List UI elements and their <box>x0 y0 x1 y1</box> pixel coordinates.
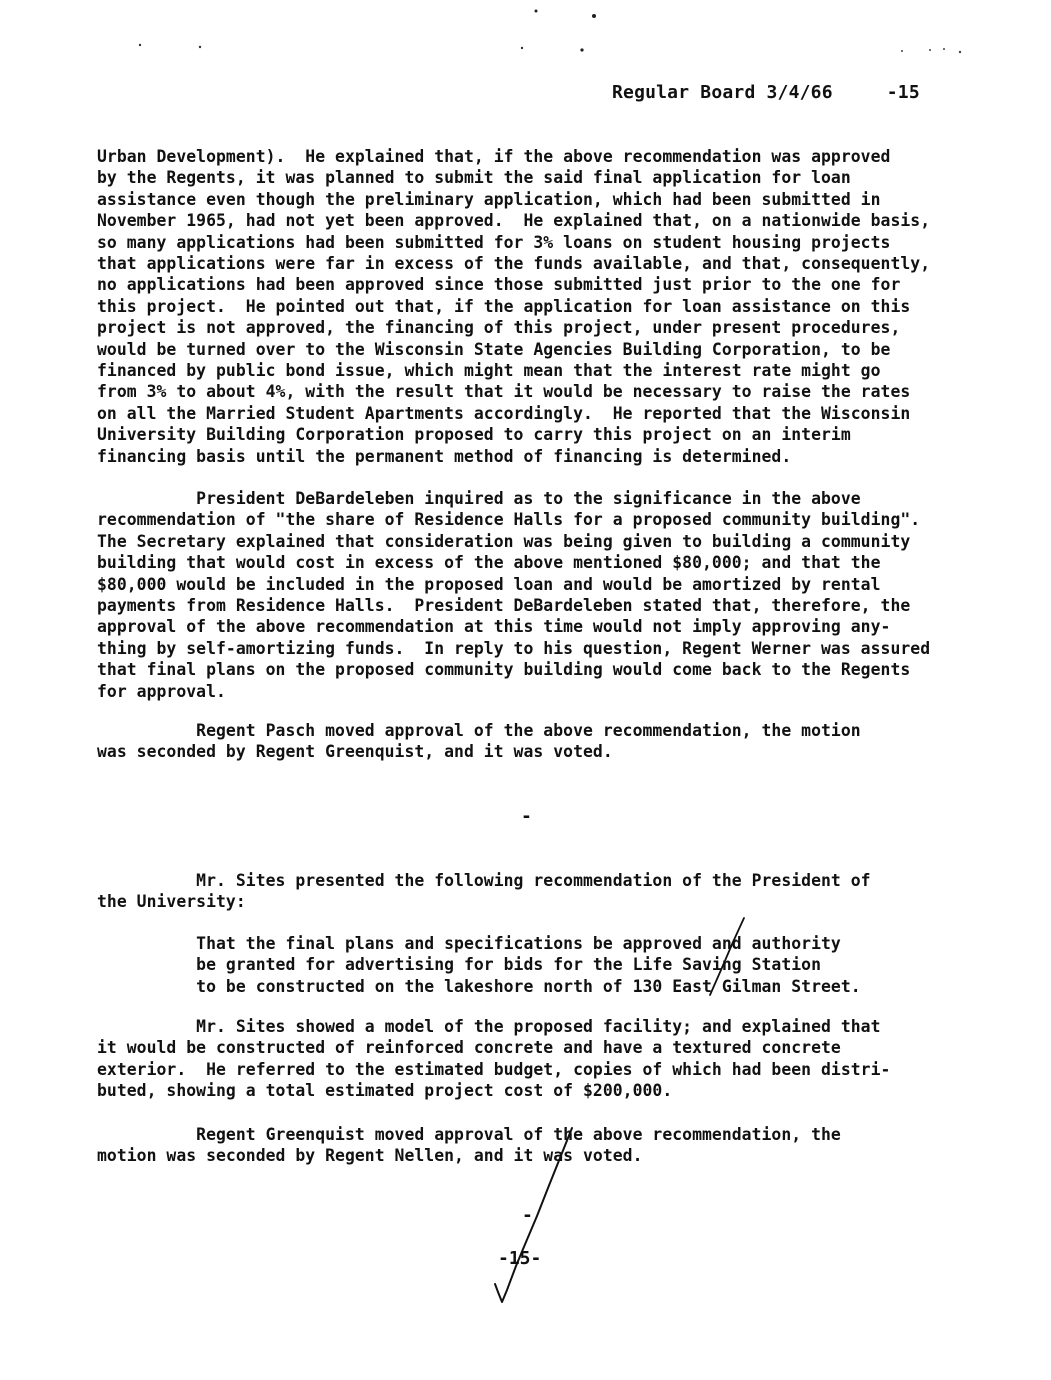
paragraph-model-description: Mr. Sites showed a model of the proposed facility; and explained that it would be constructed of reinforced concrete and have a textured concrete exterior. He referred to the estimated budget, copies of which had been distri- buted, showing a total estimated project cost of $200,000. <box>97 1017 891 1101</box>
section-separator-2: - <box>522 1205 533 1226</box>
paragraph-urban-development: Urban Development). He explained that, if the above recommendation was approved by the Regents, it was planned to submit the said final application for loan assistance even though the preliminary application, which had been submitted in November 1965, had not yet been approved. He explained that, on a nationwide basis, so many applications had been submitted for 3% loans on student housing projects that applications were far in excess of the funds available, and that, consequently, no applications had been approved since those submitted just prior to the one for this project. He pointed out that, if the application for loan assistance on this project is not approved, the financing of this project, under present procedures, would be turned over to the Wisconsin State Agencies Building Corporation, to be financed by public bond issue, which might mean that the interest rate might go from 3% to about 4%, with the result that it would be necessary to raise the rates on all the Married Student Apartments accordingly. He reported that the Wisconsin University Building Corporation proposed to carry this project on an interim financing basis until the permanent method of financing is determined. <box>97 147 931 466</box>
paragraph-sites-presentation: Mr. Sites presented the following recommendation of the President of the University: <box>97 871 871 912</box>
header-page-number: -15 <box>886 82 920 103</box>
section-separator: - <box>521 806 532 827</box>
recommendation-text: That the final plans and specifications be approved and authority be granted for advertising for bids for the Life Saving Station to be constructed on the lakeshore north of 130 East Gilman Street. <box>196 934 861 996</box>
meeting-title: Regular Board 3/4/66 <box>612 82 833 103</box>
paragraph-greenquist-motion: Regent Greenquist moved approval of the above recommendation, the motion was seconded by Regent Nellen, and it was voted. <box>97 1125 841 1166</box>
footer-page-number: -15- <box>498 1248 542 1269</box>
paragraph-debardeleben-inquiry: President DeBardeleben inquired as to the significance in the above recommendation of "the share of Residence Halls for a proposed community building". The Secretary explained that consideration was being given to building a community building that would cost in excess of the above mentioned $80,000; and that the $80,000 would be included in the proposed loan and would be amortized by rental payments from Residence Halls. President DeBardeleben stated that, therefore, the approval of the above recommendation at this time would not imply approving any- thing by self-amortizing funds. In reply to his question, Regent Werner was assured that final plans on the proposed community building would come back to the Regents for approval. <box>97 489 931 701</box>
paragraph-pasch-motion: Regent Pasch moved approval of the above recommendation, the motion was seconded by Regent Greenquist, and it was voted. <box>97 721 861 762</box>
